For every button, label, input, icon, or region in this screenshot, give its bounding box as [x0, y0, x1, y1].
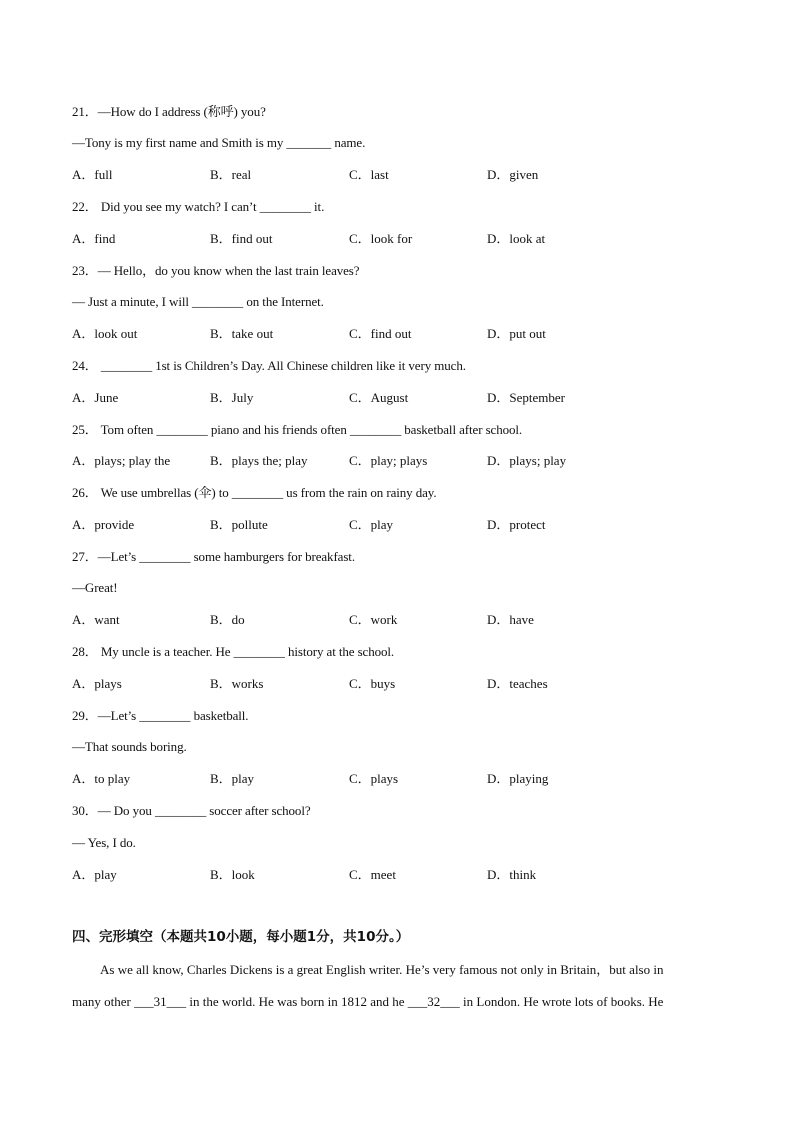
- question-25-option-d: D．plays; play: [487, 453, 567, 468]
- question-23-option-a: A．look out: [72, 326, 138, 341]
- section-heading: 四、完形填空（本题共10小题，每小题1分，共10分。）: [72, 929, 410, 945]
- question-21-line-2: —Tony is my first name and Smith is my _______ name.: [72, 135, 366, 150]
- question-21-option-a: A．full: [72, 167, 113, 182]
- question-25-stem: 25． Tom often ________ piano and his friends often ________ basketball after school.: [72, 422, 523, 437]
- question-27-option-d: D．have: [487, 612, 534, 627]
- question-21-option-d: D．given: [487, 167, 539, 182]
- question-22-option-d: D．look at: [487, 231, 546, 246]
- question-23-option-c: C．find out: [349, 326, 412, 341]
- question-26-option-d: D．protect: [487, 517, 546, 532]
- question-30-option-a: A．play: [72, 867, 117, 882]
- question-30-option-b: B．look: [210, 867, 255, 882]
- question-22-stem: 22． Did you see my watch? I can’t ________ it.: [72, 199, 325, 214]
- question-24-stem: 24． ________ 1st is Children’s Day. All Chinese children like it very much.: [72, 358, 466, 373]
- question-22-option-c: C．look for: [349, 231, 413, 246]
- question-28-stem: 28． My uncle is a teacher. He ________ history at the school.: [72, 644, 395, 659]
- question-25-option-b: B．plays the; play: [210, 453, 308, 468]
- question-25-option-a: A．plays; play the: [72, 453, 171, 468]
- question-29-option-d: D．playing: [487, 771, 549, 786]
- question-23-line-2: — Just a minute, I will ________ on the Internet.: [72, 294, 324, 309]
- question-22-option-b: B．find out: [210, 231, 273, 246]
- question-23-option-b: B．take out: [210, 326, 274, 341]
- question-27-stem: 27．—Let’s ________ some hamburgers for breakfast.: [72, 549, 355, 564]
- question-27-option-a: A．want: [72, 612, 120, 627]
- question-26-option-b: B．pollute: [210, 517, 268, 532]
- question-22-option-a: A．find: [72, 231, 116, 246]
- question-21-option-b: B．real: [210, 167, 252, 182]
- question-24-option-b: B．July: [210, 390, 254, 405]
- question-28-option-b: B．works: [210, 676, 264, 691]
- question-25-option-c: C．play; plays: [349, 453, 428, 468]
- question-28-option-c: C．buys: [349, 676, 396, 691]
- question-30-line-2: — Yes, I do.: [72, 835, 136, 850]
- question-28-option-a: A．plays: [72, 676, 122, 691]
- question-21-stem: 21．—How do I address (称呼) you?: [72, 104, 266, 119]
- question-24-option-a: A．June: [72, 390, 119, 405]
- question-26-stem: 26． We use umbrellas (伞) to ________ us from the rain on rainy day.: [72, 485, 437, 500]
- question-27-line-2: —Great!: [72, 580, 118, 595]
- question-26-option-c: C．play: [349, 517, 394, 532]
- question-27-option-b: B．do: [210, 612, 245, 627]
- passage-line-2: many other ___31___ in the world. He was born in 1812 and he ___32___ in London. He wrote lots of books. He: [72, 994, 664, 1009]
- question-28-option-d: D．teaches: [487, 676, 548, 691]
- question-23-stem: 23．— Hello，do you know when the last train leaves?: [72, 263, 360, 278]
- question-23-option-d: D．put out: [487, 326, 546, 341]
- question-27-option-c: C．work: [349, 612, 398, 627]
- question-29-option-c: C．plays: [349, 771, 399, 786]
- question-29-option-b: B．play: [210, 771, 255, 786]
- question-30-option-c: C．meet: [349, 867, 396, 882]
- question-26-option-a: A．provide: [72, 517, 135, 532]
- question-29-stem: 29．—Let’s ________ basketball.: [72, 708, 249, 723]
- question-30-option-d: D．think: [487, 867, 537, 882]
- question-29-option-a: A．to play: [72, 771, 131, 786]
- question-24-option-d: D．September: [487, 390, 565, 405]
- passage-line-1: As we all know, Charles Dickens is a great English writer. He’s very famous not only in Britain，but also in: [100, 962, 664, 977]
- question-21-option-c: C．last: [349, 167, 389, 182]
- question-24-option-c: C．August: [349, 390, 409, 405]
- question-30-stem: 30．— Do you ________ soccer after school?: [72, 803, 311, 818]
- question-29-line-2: —That sounds boring.: [72, 739, 187, 754]
